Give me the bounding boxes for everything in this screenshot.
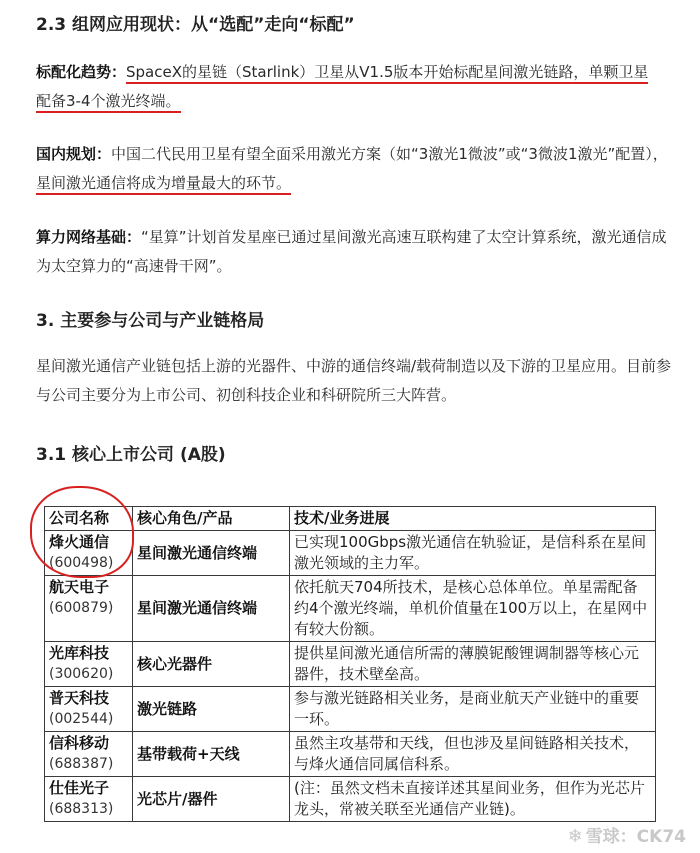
col-header-company: 公司名称 xyxy=(45,507,133,531)
intro-paragraph: 星间激光通信产业链包括上游的光器件、中游的通信终端/载荷制造以及下游的卫星应用。目前参与公司主要分为上市公司、初创科技企业和科研院所三大阵营。 xyxy=(36,357,672,404)
role-cell: 基带载荷+天线 xyxy=(133,732,290,777)
company-cell xyxy=(45,531,133,576)
listed-companies-table xyxy=(44,506,656,822)
role-cell: 星间激光通信终端 xyxy=(133,531,290,576)
domestic-text: 中国二代民用卫星有望全面采用激光方案（如“3激光1微波”或“3微波1激光”配置）， xyxy=(111,145,668,163)
company-cell xyxy=(45,687,133,732)
table-row xyxy=(45,732,656,777)
company-name: 烽火通信 xyxy=(49,533,110,551)
company-code: (300620) xyxy=(49,666,114,682)
section-heading-3: 3. 主要参与公司与产业链格局 xyxy=(36,311,265,331)
company-code: (688313) xyxy=(49,801,114,817)
progress-cell: 虽然主攻基带和天线，但也涉及星间链路相关技术，与烽火通信同属信科系。 xyxy=(290,732,656,777)
role-cell: 核心光器件 xyxy=(133,642,290,687)
compute-label: 算力网络基础： xyxy=(36,228,142,246)
company-cell xyxy=(45,576,133,642)
progress-cell: 依托航天704所技术，是核心总体单位。单星需配备约4个激光终端，单机价值量在100万以上，在星网中有较大份额。 xyxy=(290,576,656,642)
progress-cell: 参与激光链路相关业务，是商业航天产业链中的重要一环。 xyxy=(290,687,656,732)
trend-label: 标配化趋势： xyxy=(36,63,127,81)
compute-text: “星算”计划首发星座已通过星间激光高速互联构建了太空计算系统，激光通信成为太空算力的“高速骨干网”。 xyxy=(36,228,667,275)
progress-cell: 提供星间激光通信所需的薄膜铌酸锂调制器等核心元器件，技术壁垒高。 xyxy=(290,642,656,687)
company-cell xyxy=(45,732,133,777)
role-cell: 星间激光通信终端 xyxy=(133,576,290,642)
table-header-row xyxy=(45,507,656,531)
table-row xyxy=(45,777,656,822)
company-cell xyxy=(45,642,133,687)
domestic-label: 国内规划： xyxy=(36,145,112,163)
section-heading-3-1: 3.1 核心上市公司 (A股) xyxy=(36,445,226,465)
trend-underlined-text-2: 配备3-4个激光终端。 xyxy=(36,92,181,113)
company-name: 仕佳光子 xyxy=(49,779,110,797)
table-row xyxy=(45,642,656,687)
table-row xyxy=(45,687,656,732)
company-code: (002544) xyxy=(49,711,114,727)
progress-cell: 已实现100Gbps激光通信在轨验证，是信科系在星间激光领域的主力军。 xyxy=(290,531,656,576)
snowball-icon: ❄ xyxy=(567,826,583,847)
role-cell: 光芯片/器件 xyxy=(133,777,290,822)
company-code: (600498) xyxy=(49,555,114,571)
company-cell xyxy=(45,777,133,822)
trend-underlined-text-1: SpaceX的星链（Starlink）卫星从V1.5版本开始标配星间激光链路，单颗卫星 xyxy=(126,63,648,84)
section-heading-2-3: 2.3 组网应用现状：从“选配”走向“标配” xyxy=(36,15,355,35)
company-code: (688387) xyxy=(49,756,114,772)
domestic-paragraph xyxy=(36,140,676,198)
company-name: 普天科技 xyxy=(49,689,110,707)
watermark-text: 雪球：CK74 xyxy=(585,827,686,847)
trend-paragraph xyxy=(36,58,676,116)
company-name: 航天电子 xyxy=(49,578,110,596)
col-header-progress: 技术/业务进展 xyxy=(290,507,656,531)
domestic-underlined-text: 星间激光通信将成为增量最大的环节。 xyxy=(36,174,291,195)
company-name: 信科移动 xyxy=(49,734,110,752)
company-code: (600879) xyxy=(49,600,114,616)
table-row xyxy=(45,531,656,576)
company-name: 光库科技 xyxy=(49,644,110,662)
watermark xyxy=(568,822,686,847)
col-header-role: 核心角色/产品 xyxy=(133,507,290,531)
role-cell: 激光链路 xyxy=(133,687,290,732)
compute-paragraph xyxy=(36,223,676,281)
table-row xyxy=(45,576,656,642)
progress-cell: (注：虽然文档未直接详述其星间业务，但作为光芯片龙头，常被关联至光通信产业链)。 xyxy=(290,777,656,822)
